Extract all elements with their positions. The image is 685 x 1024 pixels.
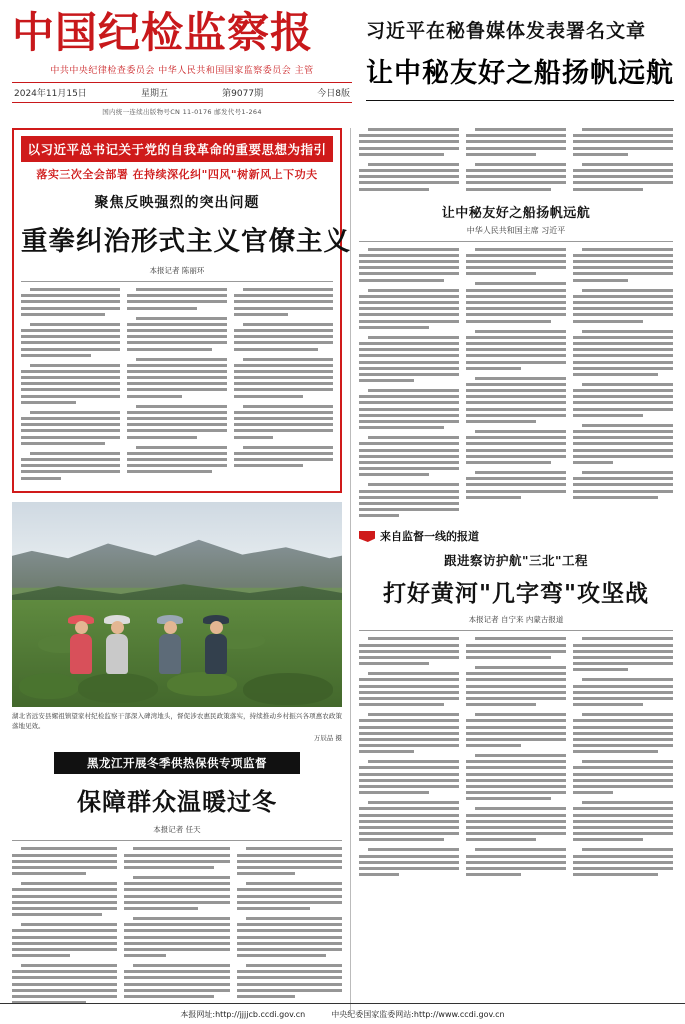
masthead	[12, 10, 673, 122]
secondary-story-headline: 保障群众温暖过冬	[77, 787, 277, 817]
text-column	[234, 288, 333, 483]
footer-website[interactable]: 本报网址:http://jjjjcb.ccdi.gov.cn	[180, 1009, 306, 1019]
footer-org-site[interactable]: 中央纪委国家监委网站:http://www.ccdi.gov.cn	[331, 1009, 505, 1019]
flag-kicker-text: 来自监督一线的报道	[380, 530, 479, 544]
masthead-nameplate	[12, 10, 352, 116]
photo-person	[203, 615, 229, 674]
right-story2-headline: 打好黄河"几字弯"攻坚战	[383, 580, 649, 608]
page-body	[12, 128, 673, 1016]
flag-icon	[359, 531, 375, 542]
text-column	[127, 288, 226, 483]
text-column	[466, 128, 566, 194]
main-story-banner: 以习近平总书记关于党的自我革命的重要思想为指引	[21, 136, 333, 162]
masthead-meta	[12, 82, 352, 103]
photo-bush	[19, 673, 79, 699]
lead-divider	[366, 100, 674, 101]
main-story-banner-sub: 落实三次全会部署 在持续深化纠"四风"树新风上下功夫	[36, 168, 318, 181]
text-column	[359, 637, 459, 879]
text-column	[573, 128, 673, 194]
main-story-byline: 本报记者 陈丽环	[149, 266, 205, 275]
text-column	[573, 248, 673, 521]
text-column	[124, 847, 229, 1007]
column-flag-kicker	[359, 528, 673, 544]
right-article-divider	[359, 241, 673, 242]
text-column	[466, 637, 566, 879]
secondary-story-text	[12, 847, 342, 1007]
text-column	[573, 637, 673, 879]
photo-block	[12, 502, 342, 743]
text-column	[466, 248, 566, 521]
tea-field-photo	[12, 502, 342, 707]
text-column	[359, 128, 459, 194]
right-article-title: 让中秘友好之船扬帆远航	[441, 205, 591, 221]
lead-teaser	[352, 10, 674, 101]
main-story-text	[21, 288, 333, 483]
right-story2-text	[359, 637, 673, 879]
photo-caption: 湖北省远安县嫘祖镇望家村纪检监察干部深入碑湾地头，督促涉农惠民政策落实，持续推动乡村振兴各项惠农政策落地见效。	[12, 711, 342, 731]
right-article-text	[359, 248, 673, 521]
text-column	[237, 847, 342, 1007]
issue-number: 第9077期	[222, 89, 264, 100]
paper-sponsor: 中共中央纪律检查委员会 中华人民共和国国家监察委员会 主管	[50, 66, 314, 77]
main-story-divider	[21, 281, 333, 282]
masthead-registration: 国内统一连续出版物号CN 11-0176 邮发代号1-264	[102, 108, 262, 117]
right-story2-byline: 本报记者 自宁来 内蒙古报道	[468, 615, 564, 625]
photo-bush	[167, 672, 237, 696]
issue-weekday: 星期五	[140, 89, 168, 100]
lead-article-top-text	[359, 128, 673, 194]
secondary-story-byline: 本报记者 任天	[153, 825, 201, 835]
issue-pagecount: 今日8版	[317, 89, 350, 100]
photo-person	[157, 615, 183, 674]
main-story-kicker: 聚焦反映强烈的突出问题	[94, 195, 260, 211]
photo-bush	[78, 673, 158, 703]
main-story-box	[12, 128, 351, 493]
photo-credit: 万辰品 摄	[313, 734, 342, 743]
paper-title: 中国纪检监察报	[12, 8, 314, 57]
photo-bush	[243, 673, 333, 705]
main-story-headline: 重拳纠治形式主义官僚主义	[21, 226, 351, 257]
lead-kicker: 习近平在秘鲁媒体发表署名文章	[366, 20, 647, 42]
right-article-author: 中华人民共和国主席 习近平	[466, 225, 566, 235]
secondary-story	[12, 752, 342, 1007]
text-column	[12, 847, 117, 1007]
right-story2-divider	[359, 630, 673, 631]
photo-person	[104, 615, 130, 674]
text-column	[359, 248, 459, 521]
lead-headline: 让中秘友好之船扬帆远航	[366, 58, 674, 89]
page-footer	[0, 1003, 685, 1024]
photo-person	[68, 615, 94, 674]
text-column	[21, 288, 120, 483]
secondary-story-divider	[12, 840, 342, 841]
right-story2-kicker: 跟进察访护航"三北"工程	[443, 553, 589, 569]
secondary-story-kicker: 黑龙江开展冬季供热保供专项监督	[54, 752, 300, 774]
left-column	[12, 128, 350, 1016]
issue-date: 2024年11月15日	[14, 89, 87, 100]
right-column	[350, 128, 673, 1016]
